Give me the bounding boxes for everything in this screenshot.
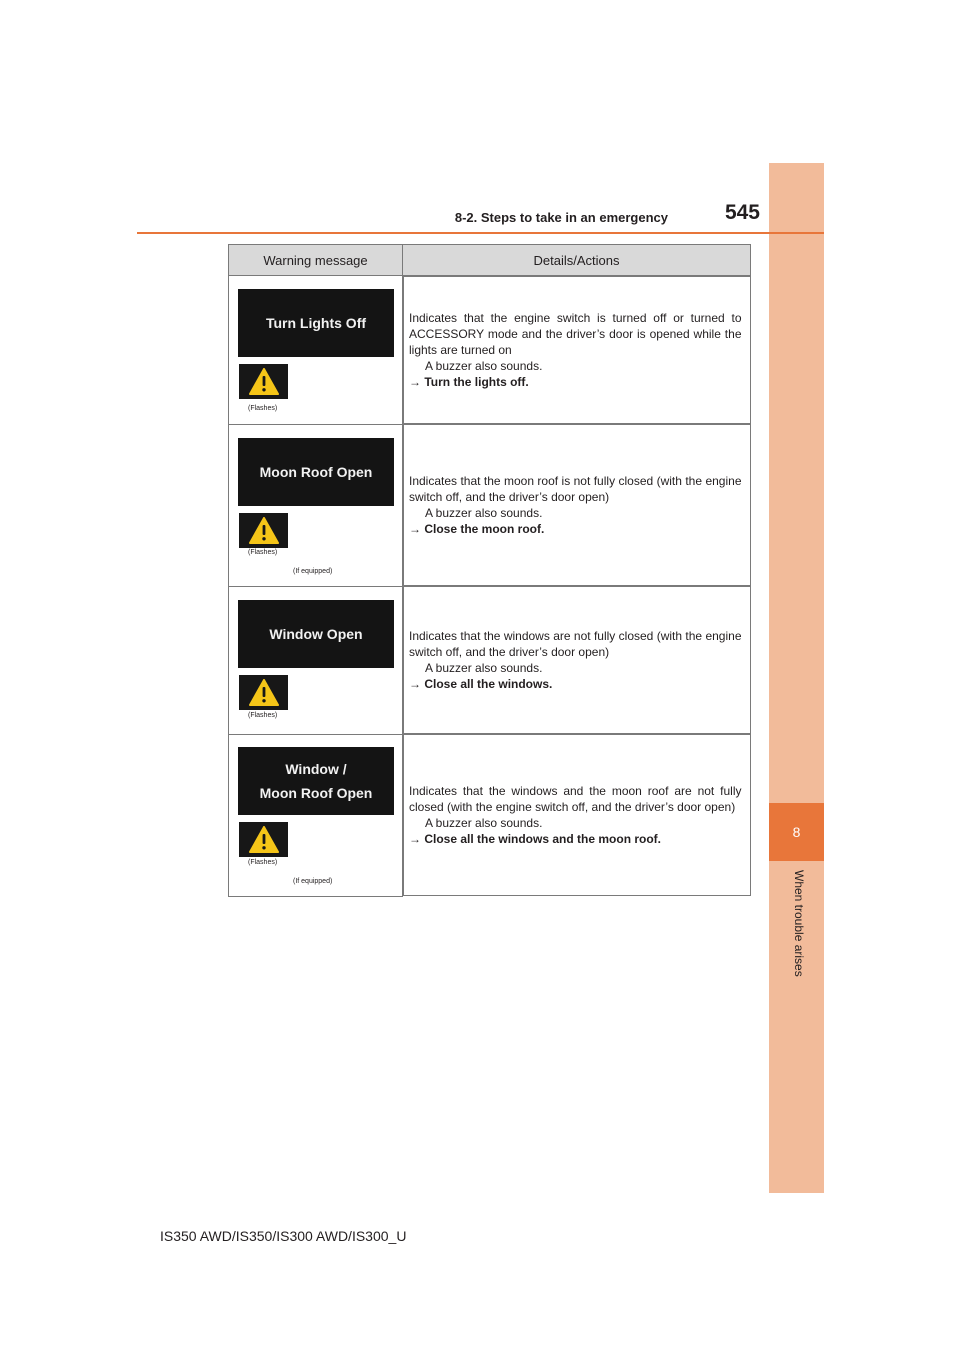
warning-icon: [239, 513, 288, 548]
chapter-side-tab: [769, 163, 824, 1193]
action-text: → Close all the windows.: [409, 677, 553, 691]
warning-icon: [239, 364, 288, 399]
display-screen: [238, 747, 394, 815]
if-equipped-label: (If equipped): [293, 877, 333, 885]
details-text: [409, 783, 742, 847]
warning-image-cell: [229, 276, 403, 425]
details-cell: [403, 734, 751, 896]
display-text-line-2: Moon Roof Open: [259, 784, 373, 801]
warning-image-cell: [229, 586, 403, 734]
header-divider: [137, 232, 824, 234]
warning-message-table: [228, 244, 751, 897]
table-row: [229, 424, 751, 586]
details-text: [409, 310, 742, 390]
page-number: 545: [724, 201, 760, 224]
display-text: Moon Roof Open: [259, 463, 373, 480]
display-text: Turn Lights Off: [265, 315, 367, 331]
column-header-details-actions: Details/Actions: [403, 245, 751, 276]
warning-icon: [239, 822, 288, 857]
details-text: [409, 473, 742, 537]
table-row: [229, 276, 751, 425]
column-header-warning-message: Warning message: [229, 245, 403, 276]
details-text: [409, 628, 742, 692]
warning-icon: [239, 675, 288, 710]
table-header-row: [229, 245, 751, 276]
details-cell: [403, 424, 751, 586]
details-cell: [403, 586, 751, 734]
display-screen: [238, 289, 394, 357]
description: Indicates that the moon roof is not fully closed (with the engine switch off, and the driver’s door open): [409, 474, 742, 504]
description: Indicates that the windows are not fully closed (with the engine switch off, and the driver’s door open): [409, 629, 742, 659]
model-footer: IS350 AWD/IS350/IS300 AWD/IS300_U: [160, 1228, 407, 1244]
if-equipped-label: (If equipped): [293, 567, 333, 575]
chapter-number-tab[interactable]: 8: [769, 803, 824, 861]
details-cell: [403, 276, 751, 424]
chapter-title-label: When trouble arises: [792, 870, 806, 977]
flashes-label: (Flashes): [248, 711, 278, 719]
buzzer-note: A buzzer also sounds.: [425, 816, 543, 830]
display-screen: [238, 600, 394, 668]
flashes-label: (Flashes): [248, 858, 278, 866]
display-screen: [238, 438, 394, 506]
table-row: [229, 734, 751, 896]
action-text: → Turn the lights off.: [409, 375, 529, 389]
display-text: Window Open: [269, 625, 363, 642]
action-text: → Close the moon roof.: [409, 522, 545, 536]
description: Indicates that the windows and the moon roof are not fully closed (with the engine switch off, and the driver’s door open): [409, 784, 742, 814]
section-title: 8-2. Steps to take in an emergency: [454, 210, 668, 225]
buzzer-note: A buzzer also sounds.: [425, 359, 543, 373]
description: Indicates that the engine switch is turned off or turned to ACCESSORY mode and the driver’s door is opened while the lights are turned on: [409, 311, 742, 357]
display-text-line-1: Window /: [285, 760, 347, 777]
buzzer-note: A buzzer also sounds.: [425, 506, 543, 520]
flashes-label: (Flashes): [248, 548, 278, 556]
warning-image-cell: [229, 424, 403, 586]
table-row: [229, 586, 751, 734]
buzzer-note: A buzzer also sounds.: [425, 661, 543, 675]
action-text: → Close all the windows and the moon roof.: [409, 832, 662, 846]
flashes-label: (Flashes): [248, 405, 278, 412]
warning-image-cell: [229, 734, 403, 896]
